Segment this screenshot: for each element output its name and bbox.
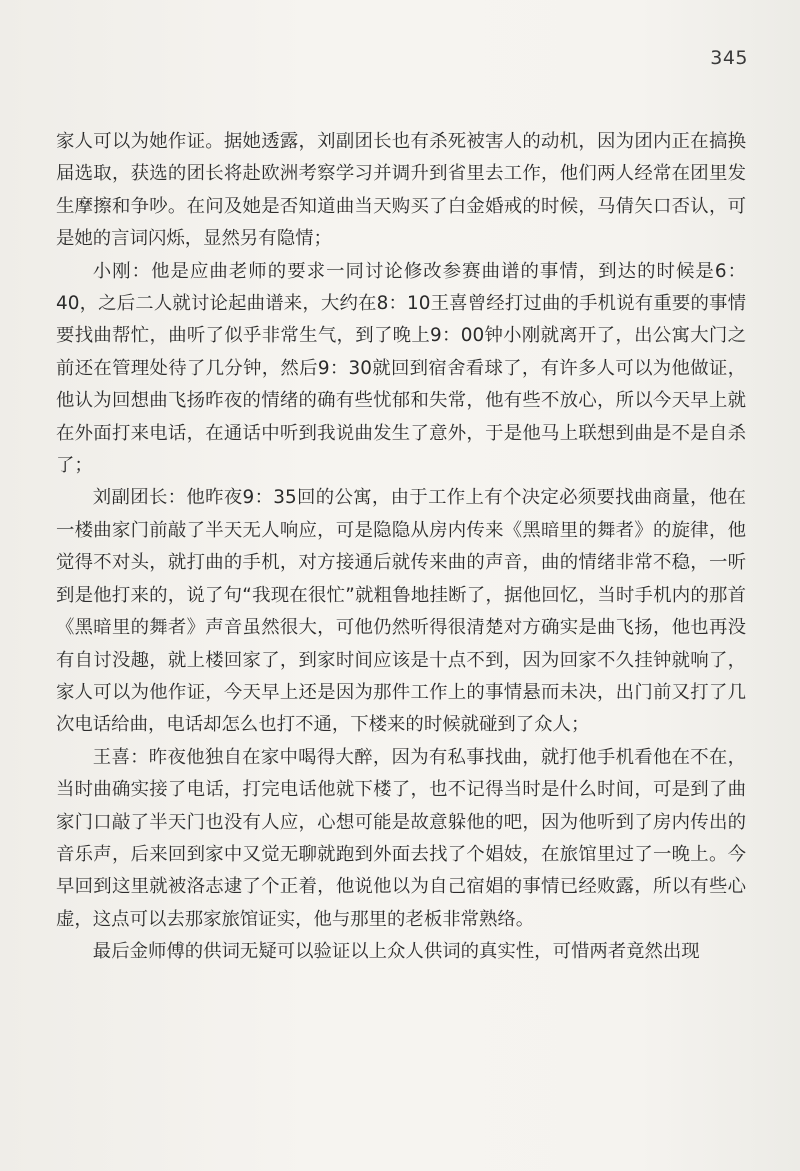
paragraph: 家人可以为她作证。据她透露，刘副团长也有杀死被害人的动机，因为团内正在搞换届选取，获选的团长将赴欧洲考察学习并调升到省里去工作，他们两人经常在团里发生摩擦和争吵。在问及她是否知道曲当天购买了白金婚戒的时候，马倩矢口否认，可是她的言词闪烁，显然另有隐情；: [56, 131, 746, 250]
paragraph: 王喜：昨夜他独自在家中喝得大醉，因为有私事找曲，就打他手机看他在不在，当时曲确实接了电话，打完电话他就下楼了，也不记得当时是什么时间，可是到了曲家门口敲了半天门也没有人应，心想可能是故意躲他的吧，因为他听到了房内传出的音乐声，后来回到家中又觉无聊就跑到外面去找了个娼妓，在旅馆里过了一晚上。今早回到这里就被洛志逮了个正着，他说他以为自己宿娼的事情已经败露，所以有些心虚，这点可以去那家旅馆证实，他与那里的老板非常熟络。: [56, 746, 746, 930]
page-number: 345: [710, 47, 748, 69]
paragraph: 小刚：他是应曲老师的要求一同讨论修改参赛曲谱的事情，到达的时候是6：40，之后二人就讨论起曲谱来，大约在8：10王喜曾经打过曲的手机说有重要的事情要找曲帮忙，曲听了似乎非常生气，到了晚上9：00钟小刚就离开了，出公寓大门之前还在管理处待了几分钟，然后9：30就回到宿舍看球了，有许多人可以为他做证，他认为回想曲飞扬昨夜的情绪的确有些忧郁和失常，他有些不放心，所以今天早上就在外面打来电话，在通话中听到我说曲发生了意外，于是他马上联想到曲是不是自杀了；: [56, 260, 746, 477]
paragraph: 刘副团长：他昨夜9：35回的公寓，由于工作上有个决定必须要找曲商量，他在一楼曲家门前敲了半天无人响应，可是隐隐从房内传来《黑暗里的舞者》的旋律，他觉得不对头，就打曲的手机，对方接通后就传来曲的声音，曲的情绪非常不稳，一听到是他打来的，说了句“我现在很忙”就粗鲁地挂断了，据他回忆，当时手机内的那首《黑暗里的舞者》声音虽然很大，可他仍然听得很清楚对方确实是曲飞扬，他也再没有自讨没趣，就上楼回家了，到家时间应该是十点不到，因为回家不久挂钟就响了，家人可以为他作证，今天早上还是因为那件工作上的事情悬而未决，出门前又打了几次电话给曲，电话却怎么也打不通，下楼来的时候就碰到了众人；: [56, 487, 746, 736]
paragraph: 最后金师傅的供词无疑可以验证以上众人供词的真实性，可惜两者竟然出现: [92, 941, 700, 963]
body-text: [56, 126, 746, 969]
